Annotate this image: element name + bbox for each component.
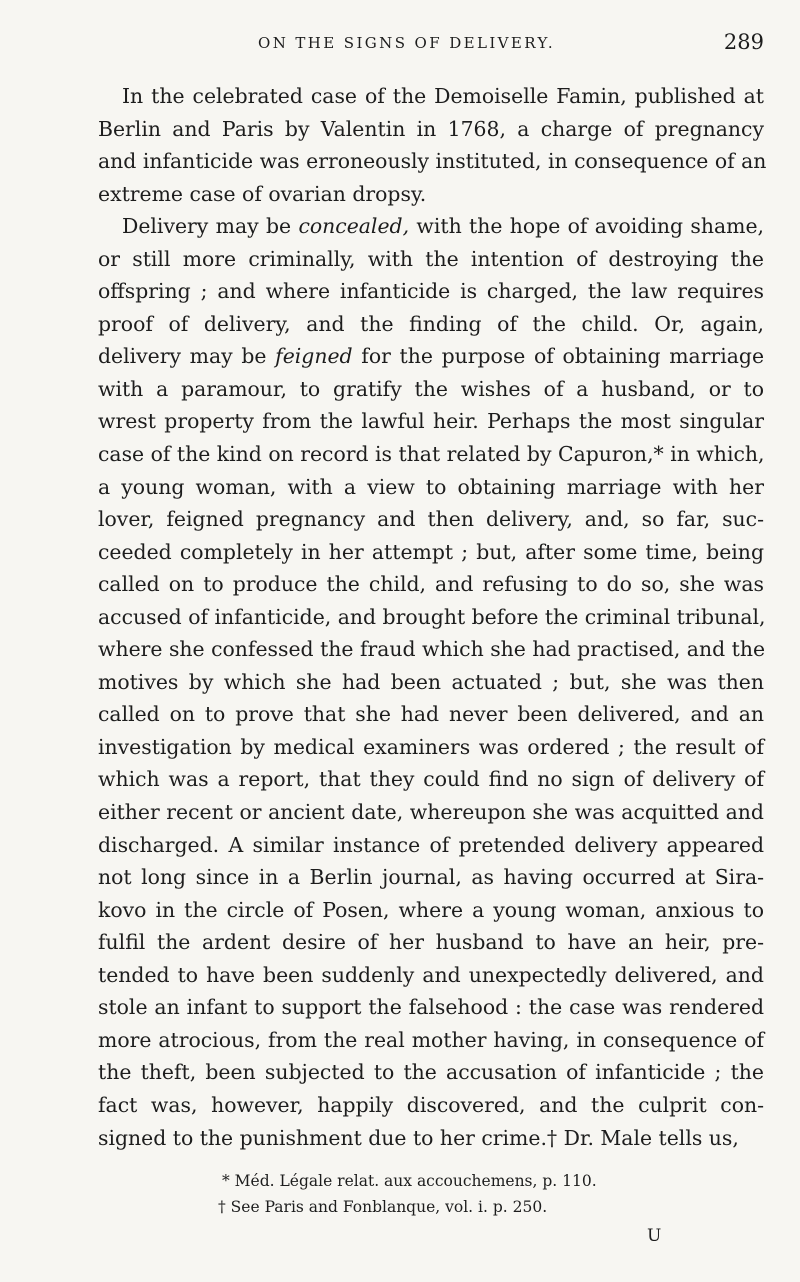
text-line: more atrocious, from the real mother having, in consequence of bbox=[98, 1027, 764, 1052]
text-line: or still more criminally, with the intention of destroying the bbox=[98, 246, 764, 271]
text-line: kovo in the circle of Posen, where a young woman, anxious to bbox=[98, 897, 764, 922]
emphasis: concealed, bbox=[298, 214, 410, 239]
text-line: lover, feigned pregnancy and then delivery, and, so far, suc- bbox=[98, 507, 764, 532]
text-line: either recent or ancient date, whereupon she was acquitted and bbox=[98, 800, 764, 825]
signature-mark: U bbox=[647, 1226, 662, 1246]
text-line: motives by which she had been actuated ; but, she was then bbox=[98, 669, 764, 694]
body-text bbox=[98, 80, 767, 1154]
running-title: ON THE SIGNS OF DELIVERY. bbox=[258, 34, 556, 52]
text-line: extreme case of ovarian dropsy. bbox=[98, 181, 427, 206]
text-line: Delivery may be concealed, with the hope of avoiding shame, bbox=[122, 214, 764, 239]
page-number: 289 bbox=[723, 30, 764, 54]
footnote: * Méd. Légale relat. aux accouchemens, p. 110. bbox=[222, 1172, 597, 1190]
text-line: case of the kind on record is that related by Capuron,* in which, bbox=[98, 442, 765, 467]
running-head bbox=[0, 30, 800, 60]
text-line: a young woman, with a view to obtaining marriage with her bbox=[98, 474, 764, 499]
emphasis: feigned bbox=[275, 344, 353, 369]
text-line: where she confessed the fraud which she had practised, and the bbox=[98, 637, 766, 662]
text-line: not long since in a Berlin journal, as having occurred at Sira- bbox=[98, 865, 764, 890]
text-line: with a paramour, to gratify the wishes of a husband, or to bbox=[98, 376, 764, 401]
text-line: which was a report, that they could find no sign of delivery of bbox=[98, 767, 764, 792]
text-line: stole an infant to support the falsehood : the case was rendered bbox=[98, 995, 764, 1020]
text-line: signed to the punishment due to her crime.† Dr. Male tells us, bbox=[98, 1125, 739, 1150]
text-line: fact was, however, happily discovered, and the culprit con- bbox=[98, 1092, 764, 1117]
text-line: proof of delivery, and the finding of the child. Or, again, bbox=[98, 311, 764, 336]
text-line: accused of infanticide, and brought before the criminal tribunal, bbox=[98, 604, 766, 629]
text-line: tended to have been suddenly and unexpectedly delivered, and bbox=[98, 962, 764, 987]
text-line: delivery may be feigned for the purpose of obtaining marriage bbox=[98, 344, 765, 369]
text-line: wrest property from the lawful heir. Perhaps the most singular bbox=[98, 409, 764, 434]
footnote: † See Paris and Fonblanque, vol. i. p. 250. bbox=[218, 1198, 548, 1216]
text-line: called on to prove that she had never been delivered, and an bbox=[98, 702, 764, 727]
text-line: the theft, been subjected to the accusation of infanticide ; the bbox=[98, 1060, 764, 1085]
text-line: Berlin and Paris by Valentin in 1768, a charge of pregnancy bbox=[98, 116, 764, 141]
text-line: and infanticide was erroneously instituted, in consequence of an bbox=[98, 149, 767, 174]
text-line: called on to produce the child, and refusing to do so, she was bbox=[98, 572, 764, 597]
text-line: ceeded completely in her attempt ; but, after some time, being bbox=[98, 539, 764, 564]
text-line: investigation by medical examiners was ordered ; the result of bbox=[98, 734, 764, 759]
text-line: offspring ; and where infanticide is charged, the law requires bbox=[98, 279, 764, 304]
text-line: In the celebrated case of the Demoiselle Famin, published at bbox=[122, 84, 764, 108]
text-line: fulfil the ardent desire of her husband to have an heir, pre- bbox=[98, 930, 764, 955]
text-line: discharged. A similar instance of pretended delivery appeared bbox=[98, 832, 764, 857]
